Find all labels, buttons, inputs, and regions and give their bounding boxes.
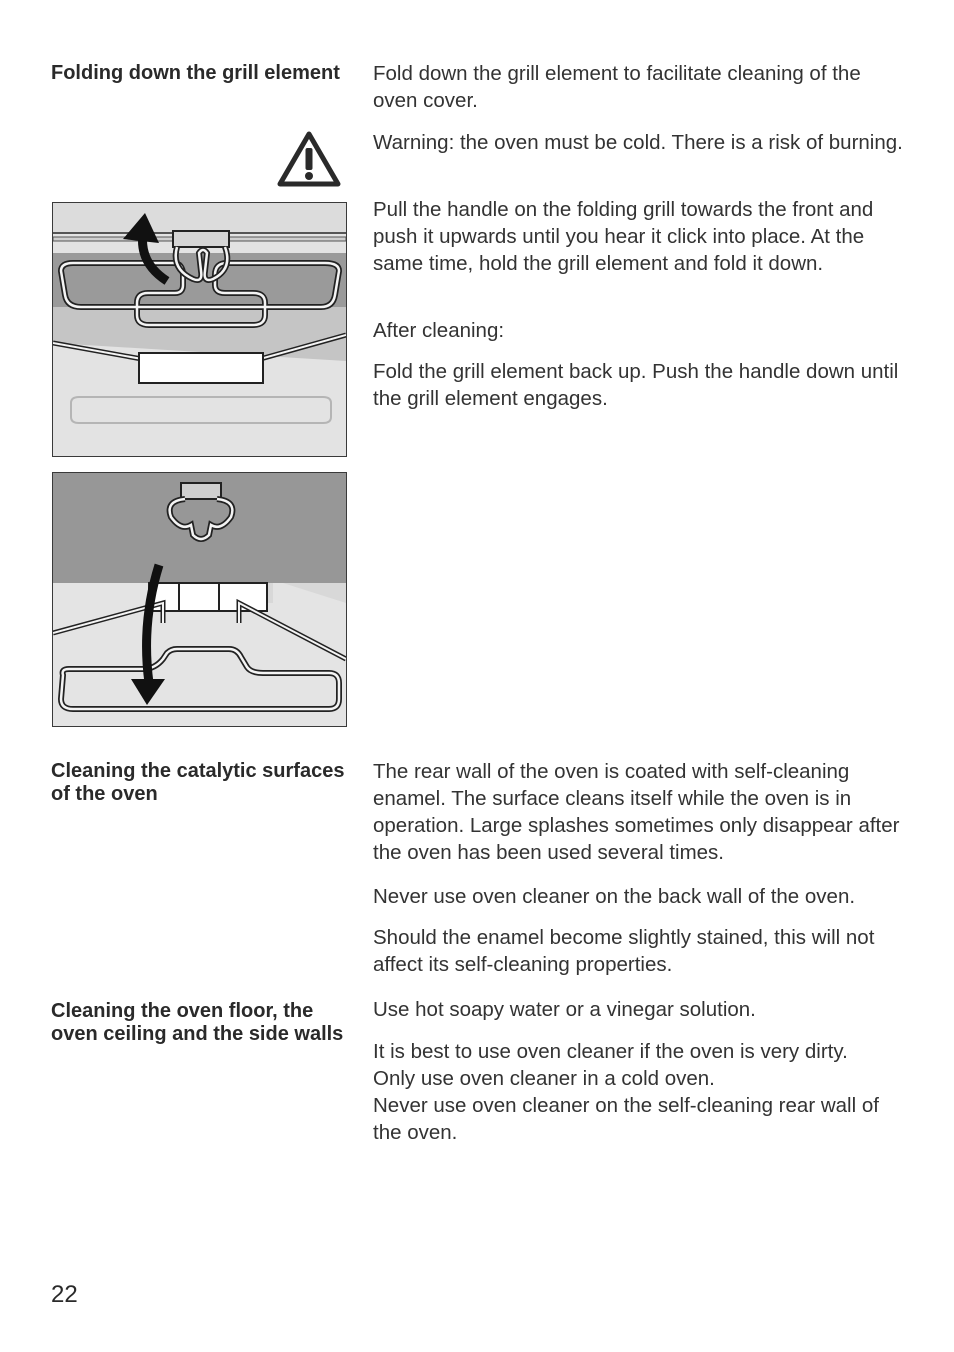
grill-fold-down-illustration [52,472,347,727]
paragraph-rear-wall-coating: The rear wall of the oven is coated with self-cleaning enamel. The surface cleans itself while the oven is in operation. Large splashes sometimes only disappear after the oven has been used several times. [373,760,900,864]
page-number: 22 [51,1281,78,1308]
paragraph-pull-handle: Pull the handle on the folding grill towards the front and push it upwards until you hear it click into place. At the same time, hold the grill element and fold it down. [373,198,874,275]
paragraph-fold-intro: Fold down the grill element to facilitate cleaning of the oven cover. [373,62,861,112]
paragraph-cold-oven: Only use oven cleaner in a cold oven. [373,1067,715,1090]
paragraph-fold-back: Fold the grill element back up. Push the handle down until the grill element engages. [373,360,899,410]
paragraph-after-cleaning: After cleaning: [373,319,505,342]
paragraph-warning: Warning: the oven must be cold. There is a risk of burning. [373,131,903,154]
paragraph-never-oven-cleaner: Never use oven cleaner on the back wall of the oven. [373,885,856,908]
heading-floor-ceiling-walls: Cleaning the oven floor, the oven ceiling and the side walls [51,1000,344,1045]
warning-triangle-icon [276,130,342,188]
heading-folding-grill: Folding down the grill element [51,62,340,84]
heading-catalytic-surfaces: Cleaning the catalytic surfaces of the oven [51,760,345,805]
paragraph-very-dirty: It is best to use oven cleaner if the oven is very dirty. [373,1040,848,1063]
grill-handle-illustration [52,202,347,457]
paragraph-soapy-water: Use hot soapy water or a vinegar solution. [373,998,756,1021]
paragraph-enamel-stain: Should the enamel become slightly stained, this will not affect its self-cleaning properties. [373,926,875,976]
paragraph-never-rear-wall: Never use oven cleaner on the self-cleaning rear wall of the oven. [373,1094,879,1144]
